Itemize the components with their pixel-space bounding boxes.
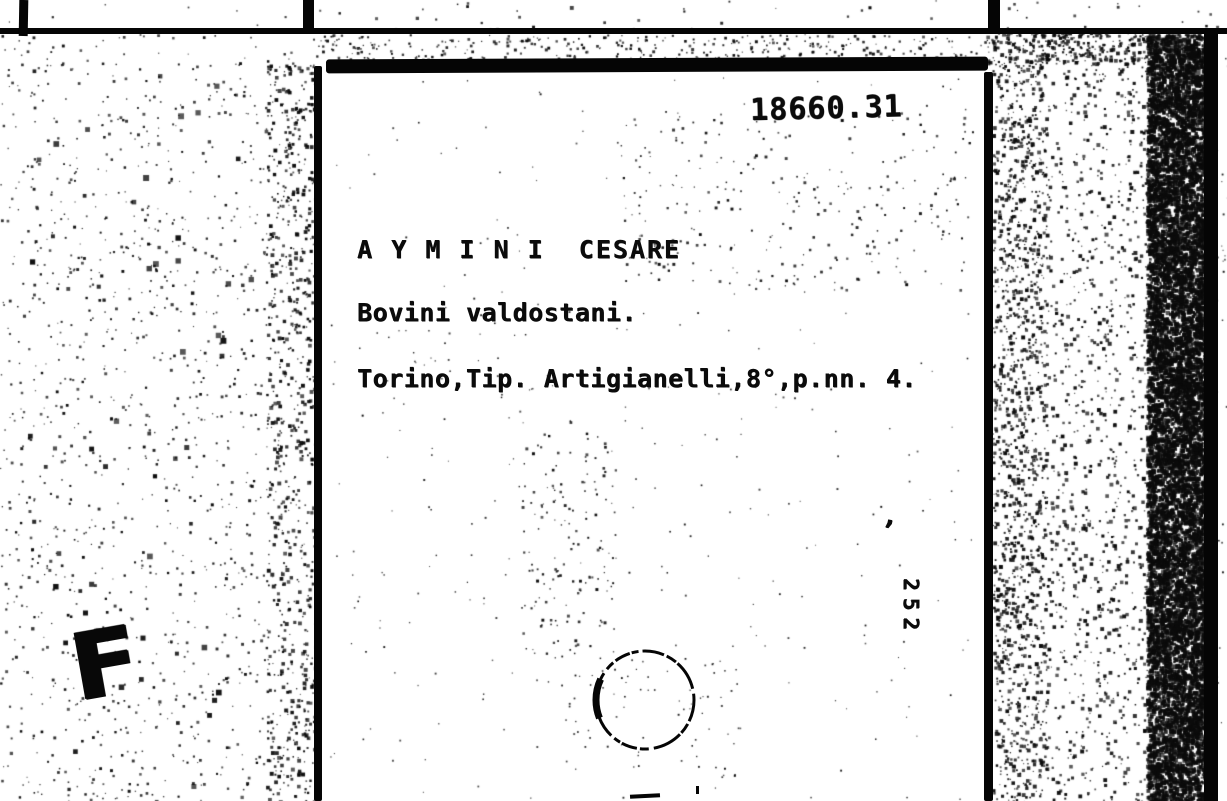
scan-right-margin-bar xyxy=(1204,31,1218,801)
punch-hole-outline xyxy=(596,651,694,749)
bottom-edge-tick xyxy=(696,786,699,794)
author-line: A Y M I N I CESARE xyxy=(357,235,681,264)
card-top-edge xyxy=(326,57,988,74)
scan-vertical-mark-right xyxy=(988,0,1000,31)
shelf-number-vertical: 252 xyxy=(899,578,923,637)
scan-vertical-mark-left xyxy=(19,0,29,36)
card-right-edge xyxy=(984,72,993,801)
scan-top-rule xyxy=(0,28,1227,34)
card-left-edge xyxy=(314,66,322,801)
imprint-line: Torino,Tip. Artigianelli,8°,p.nn. 4. xyxy=(357,364,917,393)
stamp-letter-f: F xyxy=(62,604,149,723)
scan-vertical-mark-center xyxy=(303,0,314,33)
apostrophe-artifact: ’ xyxy=(876,514,898,548)
punch-hole-circle xyxy=(581,636,709,764)
call-number: 18660.31 xyxy=(749,89,903,128)
title-line: Bovini valdostani. xyxy=(357,298,637,327)
